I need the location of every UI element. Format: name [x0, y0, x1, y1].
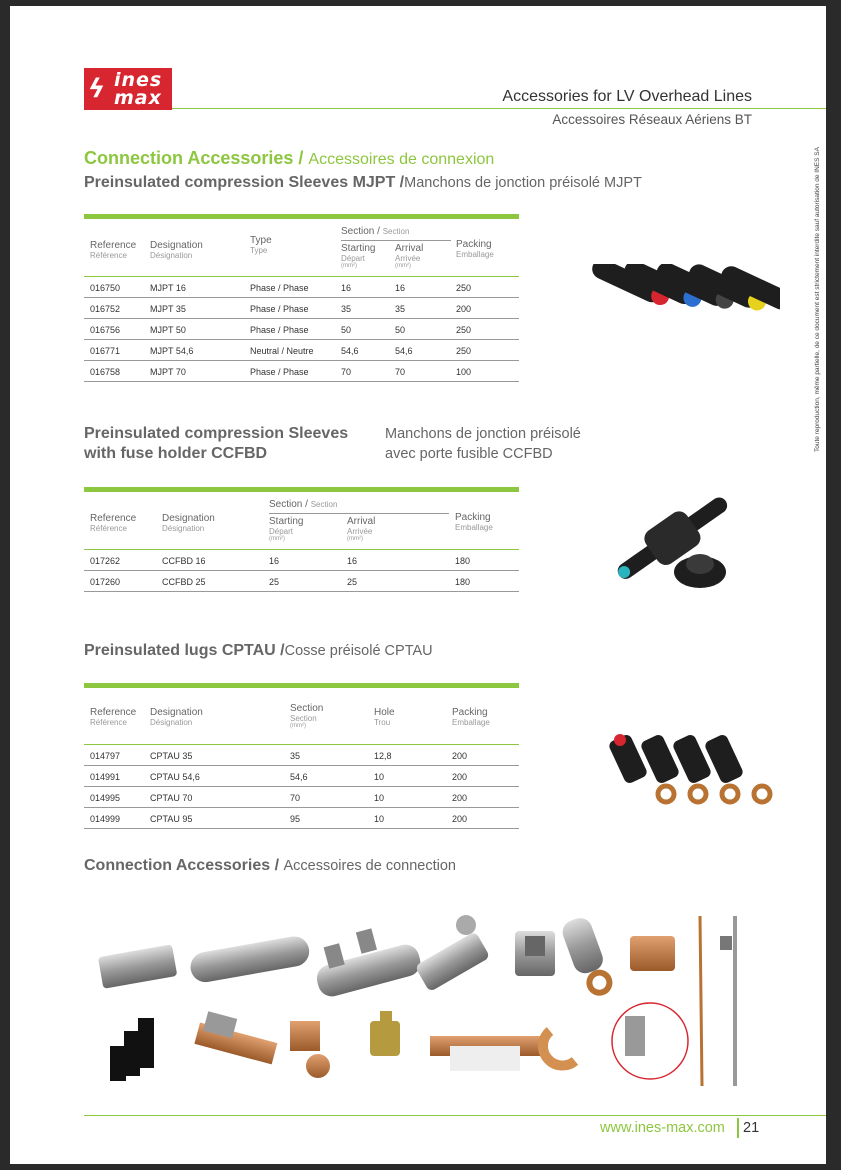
footer-divider	[84, 1115, 826, 1116]
cptau-table	[84, 683, 519, 829]
cell-ref: 017262	[90, 556, 121, 566]
cell-des: CPTAU 35	[150, 751, 193, 761]
cell-start: 35	[341, 304, 352, 314]
table-row	[84, 277, 519, 298]
cell-des: MJPT 16	[150, 283, 186, 293]
cell-ref: 014797	[90, 751, 121, 761]
col-packing: Packing Emballage	[456, 239, 494, 259]
cell-des: CCFBD 25	[162, 577, 206, 587]
cell-pack: 200	[456, 304, 472, 314]
cell-arr: 70	[395, 367, 406, 377]
mjpt-heading-fr: Manchons de jonction préisolé MJPT	[404, 175, 642, 191]
ccfbd-heading-fr	[385, 424, 581, 464]
col-section: Section Section (mm²)	[290, 703, 324, 729]
cell-pack: 180	[455, 556, 471, 566]
cell-section: 54,6	[290, 772, 308, 782]
section-heading-connection	[84, 148, 494, 169]
ccfbd-fuse-holder-image	[608, 484, 738, 594]
col-starting: Starting Départ (mm²)	[341, 243, 376, 269]
cell-des: CPTAU 70	[150, 793, 193, 803]
cell-pack: 200	[452, 751, 468, 761]
table-row	[84, 808, 519, 829]
col-packing: Packing Emballage	[452, 707, 490, 727]
logo-text-top: ines	[114, 69, 163, 91]
section-heading-fr: Accessoires de connexion	[308, 151, 495, 168]
section2-heading-fr: Accessoires de connection	[283, 858, 456, 874]
cell-arr: 16	[395, 283, 406, 293]
col-type: Type Type	[250, 235, 272, 255]
cell-arr: 50	[395, 325, 406, 335]
cell-arr: 35	[395, 304, 406, 314]
cell-start: 25	[269, 577, 280, 587]
copyright-note: Toute reproduction, même partielle, de ce document est strictement interdite sauf autorisation de INES SA	[814, 147, 821, 452]
col-starting: Starting Départ (mm²)	[269, 516, 304, 542]
cell-ref: 014995	[90, 793, 121, 803]
ccfbd-heading-line2: with fuse holder CCFBD	[84, 445, 268, 462]
ccfbd-heading-fr-line1: Manchons de jonction préisolé	[385, 426, 581, 442]
cell-section: 35	[290, 751, 301, 761]
table-row	[84, 766, 519, 787]
footer-separator	[737, 1118, 739, 1138]
table-row	[84, 550, 519, 571]
col-reference: Reference Référence	[90, 240, 137, 260]
cell-start: 50	[341, 325, 352, 335]
cell-type: Phase / Phase	[250, 325, 309, 335]
cell-ref: 014999	[90, 814, 121, 824]
cptau-heading	[84, 642, 433, 660]
cell-pack: 200	[452, 814, 468, 824]
cell-type: Phase / Phase	[250, 283, 309, 293]
cell-hole: 12,8	[374, 751, 392, 761]
ccfbd-table	[84, 487, 519, 592]
cell-ref: 016758	[90, 367, 121, 377]
table-header	[84, 219, 519, 277]
cell-pack: 180	[455, 577, 471, 587]
cell-ref: 016750	[90, 283, 121, 293]
cell-des: CPTAU 54,6	[150, 772, 200, 782]
col-section: Section / Section	[341, 226, 410, 237]
cell-des: CPTAU 95	[150, 814, 193, 824]
website-link[interactable]: www.ines-max.com	[600, 1120, 725, 1136]
mjpt-table	[84, 214, 519, 382]
table-header	[84, 492, 519, 550]
cell-type: Phase / Phase	[250, 304, 309, 314]
cell-section: 70	[290, 793, 301, 803]
connection-accessories-gallery	[90, 906, 740, 1091]
header-divider	[172, 108, 826, 109]
col-packing: Packing Emballage	[455, 512, 493, 532]
col-reference: Reference Référence	[90, 513, 137, 533]
table-body	[84, 550, 519, 592]
cell-des: MJPT 35	[150, 304, 186, 314]
cell-des: MJPT 70	[150, 367, 186, 377]
cell-ref: 014991	[90, 772, 121, 782]
table-row	[84, 787, 519, 808]
cell-start: 70	[341, 367, 352, 377]
cell-ref: 016756	[90, 325, 121, 335]
section-heading-connection-2	[84, 857, 456, 875]
table-row	[84, 361, 519, 382]
cell-pack: 100	[456, 367, 472, 377]
mjpt-heading-en: Preinsulated compression Sleeves MJPT /	[84, 174, 405, 191]
page-title: Accessories for LV Overhead Lines	[502, 88, 752, 105]
cell-pack: 200	[452, 793, 468, 803]
col-arrival: Arrival Arrivée (mm²)	[395, 243, 424, 269]
section-divider	[269, 513, 449, 514]
table-row	[84, 340, 519, 361]
section2-heading-en: Connection Accessories /	[84, 857, 280, 874]
col-reference: Reference Référence	[90, 707, 137, 727]
cell-des: MJPT 54,6	[150, 346, 194, 356]
table-row	[84, 298, 519, 319]
mjpt-heading	[84, 174, 642, 192]
cell-arr: 16	[347, 556, 358, 566]
col-hole: Hole Trou	[374, 707, 395, 727]
cell-start: 16	[269, 556, 280, 566]
col-designation: Designation Désignation	[150, 240, 203, 260]
cell-hole: 10	[374, 772, 385, 782]
table-row	[84, 319, 519, 340]
page-number: 21	[743, 1120, 760, 1136]
table-body	[84, 277, 519, 382]
catalog-page	[10, 6, 826, 1164]
cell-des: CCFBD 16	[162, 556, 206, 566]
cell-pack: 200	[452, 772, 468, 782]
cell-type: Neutral / Neutre	[250, 346, 314, 356]
ccfbd-heading	[84, 424, 348, 464]
cptau-heading-fr: Cosse préisolé CPTAU	[284, 643, 433, 659]
ccfbd-heading-line1: Preinsulated compression Sleeves	[84, 425, 349, 442]
cell-hole: 10	[374, 793, 385, 803]
cell-ref: 016771	[90, 346, 121, 356]
table-header	[84, 688, 519, 745]
col-section: Section / Section	[269, 499, 338, 510]
table-row	[84, 745, 519, 766]
lightning-icon: ϟ	[88, 74, 106, 104]
cell-start: 54,6	[341, 346, 359, 356]
cptau-heading-en: Preinsulated lugs CPTAU /	[84, 642, 285, 659]
cell-start: 16	[341, 283, 352, 293]
section-divider	[341, 240, 451, 241]
ines-max-logo	[84, 68, 172, 110]
cell-pack: 250	[456, 283, 472, 293]
table-body	[84, 745, 519, 829]
cell-section: 95	[290, 814, 301, 824]
cell-ref: 016752	[90, 304, 121, 314]
cell-arr: 25	[347, 577, 358, 587]
cell-des: MJPT 50	[150, 325, 186, 335]
col-designation: Designation Désignation	[150, 707, 203, 727]
col-arrival: Arrival Arrivée (mm²)	[347, 516, 376, 542]
cell-pack: 250	[456, 325, 472, 335]
col-designation: Designation Désignation	[162, 513, 215, 533]
cell-pack: 250	[456, 346, 472, 356]
cell-arr: 54,6	[395, 346, 413, 356]
logo-text-bottom: max	[114, 87, 162, 109]
cell-type: Phase / Phase	[250, 367, 309, 377]
cell-ref: 017260	[90, 577, 121, 587]
ccfbd-heading-fr-line2: avec porte fusible CCFBD	[385, 446, 553, 462]
mjpt-sleeves-image	[570, 264, 780, 364]
cptau-lugs-image	[606, 724, 776, 814]
section-heading-en: Connection Accessories /	[84, 148, 304, 168]
page-subtitle: Accessoires Réseaux Aériens BT	[552, 112, 752, 127]
cell-hole: 10	[374, 814, 385, 824]
table-row	[84, 571, 519, 592]
